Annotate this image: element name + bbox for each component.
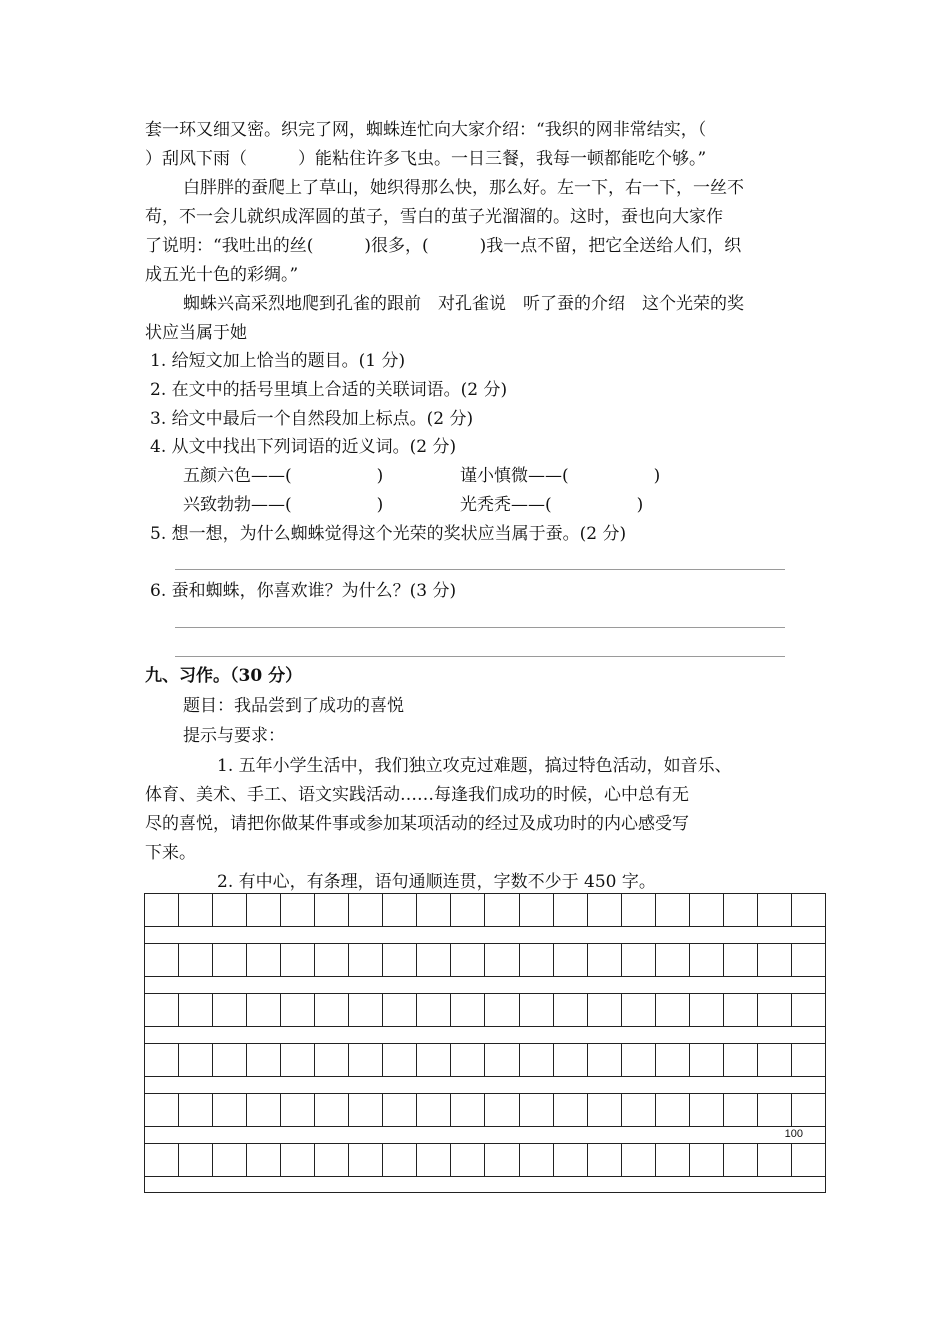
grid-cell[interactable] — [450, 944, 484, 976]
grid-cell[interactable] — [655, 994, 689, 1026]
grid-cell[interactable] — [519, 944, 553, 976]
grid-cell[interactable] — [314, 894, 348, 926]
passage-para3-line-2: 状应当属于她 — [145, 323, 247, 343]
grid-cell[interactable] — [484, 1094, 518, 1126]
grid-cell[interactable] — [587, 894, 621, 926]
question-3: 3. 给文中最后一个自然段加上标点。(2 分) — [150, 409, 474, 429]
grid-cell[interactable] — [757, 1044, 791, 1076]
grid-cell[interactable] — [450, 1094, 484, 1126]
grid-row — [144, 893, 826, 927]
grid-cell[interactable] — [723, 994, 757, 1026]
grid-cell[interactable] — [723, 1144, 757, 1176]
grid-cell[interactable] — [280, 894, 314, 926]
grid-cell[interactable] — [314, 994, 348, 1026]
grid-cell[interactable] — [348, 1094, 382, 1126]
requirement-1-line-1: 1. 五年小学生活中，我们独立攻克过难题，搞过特色活动，如音乐、 — [217, 756, 732, 776]
grid-row-spacer — [144, 1127, 826, 1143]
grid-cell[interactable] — [416, 1094, 450, 1126]
grid-cell[interactable] — [519, 894, 553, 926]
grid-row — [144, 993, 826, 1027]
grid-cell[interactable] — [519, 994, 553, 1026]
grid-cell[interactable] — [553, 1094, 587, 1126]
grid-cell[interactable] — [212, 1094, 246, 1126]
grid-cell[interactable] — [246, 894, 280, 926]
grid-cell[interactable] — [553, 894, 587, 926]
grid-cell[interactable] — [416, 944, 450, 976]
answer-line-q6-2[interactable] — [175, 656, 785, 657]
grid-cell[interactable] — [655, 1044, 689, 1076]
grid-cell[interactable] — [348, 994, 382, 1026]
grid-cell[interactable] — [178, 944, 212, 976]
grid-cell[interactable] — [145, 1094, 178, 1126]
grid-cell[interactable] — [246, 1144, 280, 1176]
grid-cell[interactable] — [791, 944, 825, 976]
grid-cell[interactable] — [791, 1144, 825, 1176]
passage-para3-line-1: 蜘蛛兴高采烈地爬到孔雀的跟前 对孔雀说 听了蚕的介绍 这个光荣的奖 — [183, 294, 744, 314]
grid-cell[interactable] — [450, 1144, 484, 1176]
synonym-wuyanliuse: 五颜六色——( ) — [183, 466, 384, 486]
grid-cell[interactable] — [689, 1094, 723, 1126]
grid-row — [144, 1143, 826, 1177]
grid-cell[interactable] — [450, 894, 484, 926]
grid-cell[interactable] — [280, 944, 314, 976]
grid-cell[interactable] — [655, 944, 689, 976]
grid-cell[interactable] — [655, 1094, 689, 1126]
grid-cell[interactable] — [382, 994, 416, 1026]
question-5: 5. 想一想，为什么蜘蛛觉得这个光荣的奖状应当属于蚕。(2 分) — [150, 524, 627, 544]
grid-cell[interactable] — [145, 994, 178, 1026]
grid-cell[interactable] — [723, 944, 757, 976]
grid-cell[interactable] — [757, 994, 791, 1026]
grid-cell[interactable] — [621, 1144, 655, 1176]
passage-para2-line-4: 成五光十色的彩绸。” — [145, 265, 299, 285]
grid-row — [144, 1093, 826, 1127]
grid-cell[interactable] — [723, 1044, 757, 1076]
grid-cell[interactable] — [212, 894, 246, 926]
writing-hint-label: 提示与要求： — [183, 726, 285, 746]
grid-cell[interactable] — [416, 1044, 450, 1076]
grid-cell[interactable] — [280, 1144, 314, 1176]
grid-cell[interactable] — [655, 894, 689, 926]
grid-cell[interactable] — [246, 994, 280, 1026]
grid-cell[interactable] — [280, 1044, 314, 1076]
question-1: 1. 给短文加上恰当的题目。(1 分) — [150, 351, 406, 371]
question-6: 6. 蚕和蜘蛛，你喜欢谁？为什么？(3 分) — [150, 581, 457, 601]
writing-grid[interactable] — [144, 893, 826, 1193]
grid-row — [144, 943, 826, 977]
grid-cell[interactable] — [587, 944, 621, 976]
grid-cell[interactable] — [791, 894, 825, 926]
grid-cell[interactable] — [178, 1044, 212, 1076]
grid-cell[interactable] — [484, 894, 518, 926]
grid-cell[interactable] — [655, 1144, 689, 1176]
grid-row-spacer — [144, 1077, 826, 1093]
grid-cell[interactable] — [587, 1094, 621, 1126]
grid-cell[interactable] — [382, 1044, 416, 1076]
grid-cell[interactable] — [723, 894, 757, 926]
grid-cell[interactable] — [145, 944, 178, 976]
requirement-1-line-3: 尽的喜悦，请把你做某件事或参加某项活动的经过及成功时的内心感受写 — [145, 814, 689, 834]
grid-cell[interactable] — [723, 1094, 757, 1126]
requirement-2: 2. 有中心，有条理，语句通顺连贯，字数不少于 450 字。 — [217, 872, 656, 892]
grid-cell[interactable] — [621, 944, 655, 976]
grid-cell[interactable] — [314, 1094, 348, 1126]
grid-row-spacer — [144, 1027, 826, 1043]
grid-cell[interactable] — [145, 1144, 178, 1176]
grid-cell[interactable] — [621, 1044, 655, 1076]
grid-cell[interactable] — [757, 1144, 791, 1176]
grid-cell[interactable] — [587, 1044, 621, 1076]
synonym-guangtutu: 光秃秃——( ) — [460, 495, 644, 515]
grid-cell[interactable] — [484, 944, 518, 976]
question-4: 4. 从文中找出下列词语的近义词。(2 分) — [150, 437, 457, 457]
grid-cell[interactable] — [689, 994, 723, 1026]
passage-line-1: 套一环又细又密。织完了网，蜘蛛连忙向大家介绍：“我织的网非常结实，（ — [145, 120, 707, 140]
grid-cell[interactable] — [212, 994, 246, 1026]
answer-line-q6-1[interactable] — [175, 627, 785, 628]
grid-cell[interactable] — [246, 944, 280, 976]
grid-cell[interactable] — [280, 994, 314, 1026]
grid-cell[interactable] — [519, 1094, 553, 1126]
grid-cell[interactable] — [178, 894, 212, 926]
writing-topic: 题目：我品尝到了成功的喜悦 — [183, 696, 404, 716]
grid-cell[interactable] — [246, 1094, 280, 1126]
grid-cell[interactable] — [484, 1144, 518, 1176]
grid-cell[interactable] — [212, 1044, 246, 1076]
grid-cell[interactable] — [553, 1144, 587, 1176]
section-heading-writing: 九、习作。（30 分） — [145, 666, 303, 686]
grid-cell[interactable] — [791, 1094, 825, 1126]
grid-cell[interactable] — [519, 1144, 553, 1176]
synonym-xingzhibobo: 兴致勃勃——( ) — [183, 495, 384, 515]
requirement-1-line-2: 体育、美术、手工、语文实践活动……每逢我们成功的时候，心中总有无 — [145, 785, 689, 805]
grid-cell[interactable] — [621, 994, 655, 1026]
grid-cell[interactable] — [519, 1044, 553, 1076]
question-2: 2. 在文中的括号里填上合适的关联词语。(2 分) — [150, 380, 508, 400]
grid-cell[interactable] — [212, 944, 246, 976]
grid-cell[interactable] — [416, 994, 450, 1026]
grid-row-spacer — [144, 1177, 826, 1193]
grid-cell[interactable] — [553, 944, 587, 976]
grid-cell[interactable] — [621, 1094, 655, 1126]
grid-cell[interactable] — [178, 1094, 212, 1126]
grid-cell[interactable] — [382, 894, 416, 926]
grid-cell[interactable] — [314, 944, 348, 976]
grid-cell[interactable] — [382, 1144, 416, 1176]
grid-cell[interactable] — [348, 1044, 382, 1076]
grid-cell[interactable] — [212, 1144, 246, 1176]
grid-cell[interactable] — [178, 1144, 212, 1176]
grid-cell[interactable] — [416, 1144, 450, 1176]
grid-cell[interactable] — [791, 1044, 825, 1076]
grid-cell[interactable] — [689, 1144, 723, 1176]
grid-row-spacer — [144, 927, 826, 943]
synonym-jinxiaoshenwei: 谨小慎微——( ) — [460, 466, 661, 486]
requirement-1-line-4: 下来。 — [145, 843, 196, 863]
grid-cell[interactable] — [484, 1044, 518, 1076]
passage-para2-line-2: 苟，不一会儿就织成浑圆的茧子，雪白的茧子光溜溜的。这时，蚕也向大家作 — [145, 207, 723, 227]
grid-cell[interactable] — [382, 944, 416, 976]
grid-cell[interactable] — [553, 994, 587, 1026]
grid-cell[interactable] — [348, 1144, 382, 1176]
grid-cell[interactable] — [757, 894, 791, 926]
grid-cell[interactable] — [280, 1094, 314, 1126]
grid-cell[interactable] — [689, 894, 723, 926]
grid-cell[interactable] — [246, 1044, 280, 1076]
grid-cell[interactable] — [757, 944, 791, 976]
grid-cell[interactable] — [587, 1144, 621, 1176]
passage-para2-line-3: 了说明：“我吐出的丝( )很多，( )我一点不留，把它全送给人们，织 — [145, 236, 742, 256]
grid-cell[interactable] — [689, 1044, 723, 1076]
answer-line-q5[interactable] — [175, 569, 785, 570]
grid-cell[interactable] — [348, 894, 382, 926]
grid-cell[interactable] — [348, 944, 382, 976]
grid-cell[interactable] — [450, 994, 484, 1026]
character-count-mark: 100 — [784, 1128, 803, 1140]
grid-cell[interactable] — [416, 894, 450, 926]
grid-cell[interactable] — [587, 994, 621, 1026]
grid-cell[interactable] — [145, 894, 178, 926]
grid-cell[interactable] — [484, 994, 518, 1026]
grid-cell[interactable] — [178, 994, 212, 1026]
grid-cell[interactable] — [450, 1044, 484, 1076]
grid-cell[interactable] — [791, 994, 825, 1026]
grid-row — [144, 1043, 826, 1077]
grid-cell[interactable] — [689, 944, 723, 976]
grid-cell[interactable] — [382, 1094, 416, 1126]
passage-para2-line-1: 白胖胖的蚕爬上了草山，她织得那么快，那么好。左一下，右一下，一丝不 — [183, 178, 744, 198]
passage-line-2: ）刮风下雨（ ）能粘住许多飞虫。一日三餐，我每一顿都能吃个够。” — [145, 149, 707, 169]
grid-cell[interactable] — [314, 1044, 348, 1076]
grid-cell[interactable] — [757, 1094, 791, 1126]
grid-cell[interactable] — [621, 894, 655, 926]
grid-row-spacer — [144, 977, 826, 993]
grid-cell[interactable] — [314, 1144, 348, 1176]
grid-cell[interactable] — [145, 1044, 178, 1076]
grid-cell[interactable] — [553, 1044, 587, 1076]
